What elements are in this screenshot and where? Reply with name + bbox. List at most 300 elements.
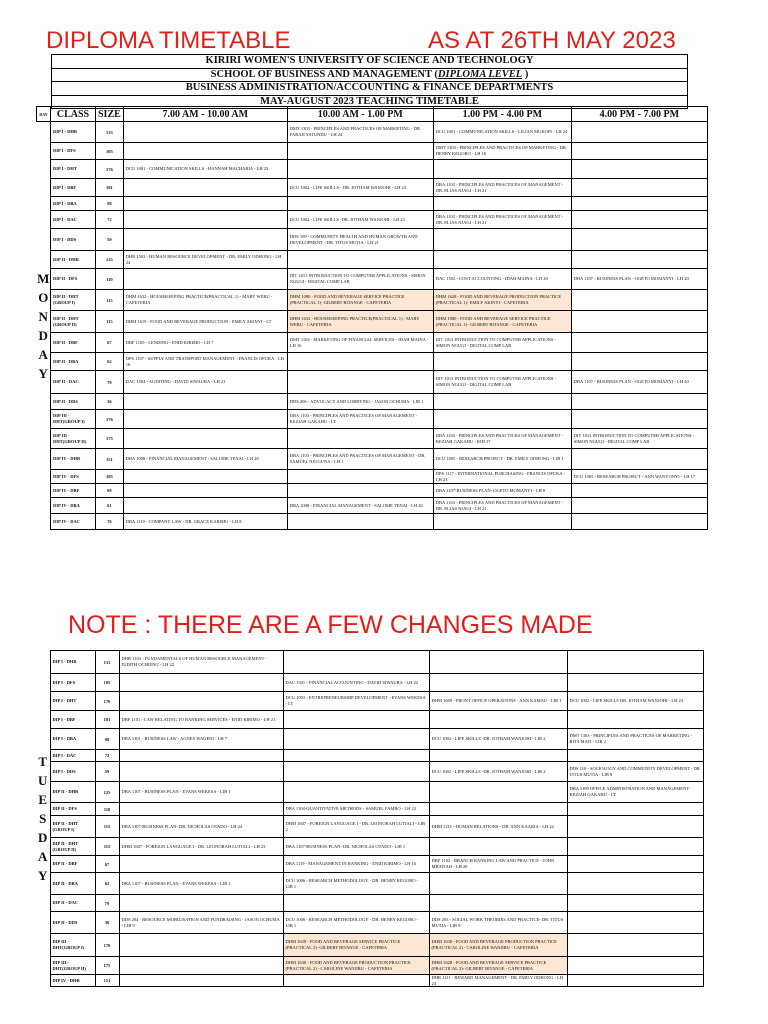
slot1-cell <box>119 934 283 957</box>
class-cell: DIP I - DBA <box>50 729 95 750</box>
slot2-cell <box>287 353 433 371</box>
size-cell: 115 <box>96 290 124 311</box>
class-cell: DIP II - DAC <box>50 895 95 912</box>
class-cell: DIP I - DAC <box>51 211 96 229</box>
slot3-cell: DCU 1001 - COMMUNICATION SKILLS - LILIAN MUKOPI - LH 24 <box>433 122 571 143</box>
slot2-cell <box>283 729 429 750</box>
table-row <box>37 311 708 333</box>
size-cell: 181 <box>95 711 119 729</box>
slot2-cell: DHM 1630 - FOOD AND BEVERAGE PRODUCTION PRACTICE (PRACTICAL 2) - CAROLINE WANJIRU - CAFETERIA <box>283 957 429 975</box>
slot1-cell <box>119 674 283 692</box>
slot4-cell <box>571 179 707 197</box>
class-cell: DIP I - DFS <box>50 674 95 692</box>
timetable-title: DIPLOMA TIMETABLE <box>46 27 291 54</box>
table-row <box>37 229 708 251</box>
table-row <box>37 470 708 484</box>
class-cell: DIP I - DBF <box>50 711 95 729</box>
slot2-cell <box>287 143 433 160</box>
table-row <box>36 782 703 803</box>
size-cell: 125 <box>96 251 124 269</box>
class-cell: DIP III - DHT(GROUP II) <box>51 429 96 449</box>
university-name: KIRIRI WOMEN'S UNIVERSITY OF SCIENCE AND TECHNOLOGY <box>52 55 687 69</box>
class-cell: DIP II - DAC <box>51 371 96 394</box>
size-cell: 151 <box>95 975 119 987</box>
table-row <box>36 957 703 975</box>
slot1-cell: DBA 1107 - BUSINESS PLAN - EVANS WEKESA - LIB 1 <box>119 782 283 803</box>
class-cell: DIP II - DBF <box>50 856 95 873</box>
slot4-cell <box>571 449 707 470</box>
size-cell: 59 <box>95 762 119 782</box>
size-cell: 110 <box>95 803 119 816</box>
class-cell: DIP I - DHR <box>50 651 95 674</box>
slot4-cell: DBA 1107 - BUSINESS PLAN - OGETO MOMANYI - LH 20 <box>571 371 707 394</box>
size-cell: 105 <box>96 143 124 160</box>
slot1-cell <box>119 762 283 782</box>
slot3-cell: DHM 1609 - FRONT OFFICE OPERATIONS - ANN KAMAU - LIB 1 <box>429 692 567 711</box>
class-cell: DIP II - DHT (GROUP II) <box>51 311 96 333</box>
slot3-cell: DCU 1002 - LIFE SKILLS -DR. JOTHAM WANJOHI - LIB 2 <box>429 762 567 782</box>
class-cell: DIP II - DDS <box>50 912 95 934</box>
slot1-cell <box>119 803 283 816</box>
slot2-cell: DBA 1103 - PRINCIPLES AND PRACTICES OF MANAGEMENT - KEZIAH GAKAHU - LT <box>287 410 433 429</box>
table-row <box>36 975 703 987</box>
size-cell: 62 <box>95 873 119 895</box>
slot2-cell <box>283 895 429 912</box>
slot2-cell <box>287 160 433 179</box>
day-label-tuesday: T U E S D A Y <box>38 754 48 884</box>
slot3-cell: DBA 1103 - PRINCIPLES AND PRACTICES OF MANAGEMENT - KEZIAH GAKAHU - KIH 17 <box>433 429 571 449</box>
slot2-cell: DCU 1003 - ENTREPRENEURSHIP DEVELOPMENT - EVANS WEKESA - LT <box>283 692 429 711</box>
slot1-cell: DCU 1001 - COMMUNICATION SKILLS - HANNAH MACHARIA - LH 23 <box>123 160 287 179</box>
slot1-cell: DBF 1105 - LENDING - ENID KIRIMO - LH 7 <box>123 333 287 353</box>
class-cell: DIP II - DHT (GROUP I) <box>50 816 95 838</box>
slot4-cell <box>571 160 707 179</box>
class-cell: DIP I - DHT <box>51 160 96 179</box>
slot4-cell <box>571 211 707 229</box>
class-cell: DIP III - DHT(GROUP I) <box>51 410 96 429</box>
class-cell: DIP IV - DBA <box>51 498 96 514</box>
slot4-cell <box>571 143 707 160</box>
slot3-cell <box>433 160 571 179</box>
class-cell: DIP II - DBF <box>51 333 96 353</box>
size-cell: 176 <box>96 410 124 429</box>
semester-line: MAY-AUGUST 2023 TEACHING TIMETABLE <box>260 95 479 107</box>
class-cell: DIP IV - DHR <box>50 975 95 987</box>
table-row <box>36 934 703 957</box>
slot3-cell <box>429 651 567 674</box>
class-cell: DIP II - DHT (GROUP II) <box>50 838 95 856</box>
size-cell: 181 <box>96 179 124 197</box>
table-row <box>36 856 703 873</box>
class-cell: DIP I - DHR <box>51 122 96 143</box>
table-row <box>36 912 703 934</box>
slot4-cell: DBA 1109 OFFICE ADMINISTRATION AND MANAGEMENT- KEZIAH GAKAHU - LT <box>567 782 703 803</box>
slot4-cell <box>567 838 703 856</box>
table-row <box>37 251 708 269</box>
slot2-cell <box>287 371 433 394</box>
document-header <box>51 54 688 109</box>
slot2-cell <box>283 975 429 987</box>
slot3-cell <box>433 197 571 211</box>
class-cell: DIP I - DFS <box>51 143 96 160</box>
slot3-cell: DDS 203 - SOCIAL WORK THEORIES AND PRACTICE- DR. TITUS MUTIA - LIB 9 <box>429 912 567 934</box>
slot4-cell: DBA 1107 - BUSINESS PLAN - OGETO MOMANYI - LH 20 <box>571 269 707 290</box>
slot1-cell <box>123 484 287 498</box>
table-row <box>36 895 703 912</box>
slot3-cell <box>429 782 567 803</box>
day-label-monday: M O N D A Y <box>37 270 50 381</box>
slot1-cell <box>119 895 283 912</box>
slot2-cell: DCU 1006 - RESEARCH METHODOLOGY - DR. HENRY KEGORO - LIB 1 <box>283 912 429 934</box>
size-cell: 67 <box>96 333 124 353</box>
slot1-cell <box>123 410 287 429</box>
slot1-cell: DDS 204 - RESOURCE MOBILISATION AND FUNDRAISING - JASON OCHUMA - LIB 9 <box>119 912 283 934</box>
class-cell: DIP IV - DAC <box>51 514 96 530</box>
slot1-cell <box>123 211 287 229</box>
slot2-cell: DCU 1002 - LIFE SKILLS - DR. JOTHAM WANJOHI - LH 23 <box>287 179 433 197</box>
table-row <box>37 269 708 290</box>
slot3-cell: DHM 1628 - FOOD AND BEVERAGE SERVICE PRACTICE (PRACTICAL 2)- GILBERT BITANGE - CAFETERIA <box>429 957 567 975</box>
slot3-cell: DBF 1102 - BRANCH BANKING LAW AND PRACTICE - JOHN MBATIAH - LH 20 <box>429 856 567 873</box>
slot4-header: 4.00 PM - 7.00 PM <box>571 107 707 122</box>
slot4-cell <box>571 251 707 269</box>
slot4-cell <box>571 333 707 353</box>
table-row <box>37 371 708 394</box>
table-row <box>37 197 708 211</box>
slot2-cell <box>287 197 433 211</box>
size-cell: 98 <box>95 729 119 750</box>
slot4-cell <box>567 750 703 762</box>
slot1-cell <box>119 856 283 873</box>
size-cell: 62 <box>96 353 124 371</box>
slot3-cell: DHM 1211 - HUMAN RELATIONS - DR. ANN KAARIA - LH 22 <box>429 816 567 838</box>
size-cell: 36 <box>95 912 119 934</box>
slot4-cell: DDS 110 - SOCIOLOGY AND COMMUNITY DEVELOPMENT - DR TITUS MUTIA - LIB 8 <box>567 762 703 782</box>
size-cell: 115 <box>96 311 124 333</box>
slot3-cell <box>429 674 567 692</box>
slot2-cell: DHM 1632 - HOUSEKEEPING PRACTICE(PRACTICAL 1) - MARY WERU - CAFETERIA <box>287 311 433 333</box>
table-row <box>37 290 708 311</box>
slot3-cell <box>429 873 567 895</box>
slot1-cell: DBA 1107 - BUSINESS PLAN - EVANS WEKESA - LIB 1 <box>119 873 283 895</box>
day-header: DAY <box>37 107 51 122</box>
slot3-cell <box>433 394 571 410</box>
size-cell: 176 <box>96 160 124 179</box>
slot1-header: 7.00 AM - 10.00 AM <box>123 107 287 122</box>
slot4-cell <box>571 484 707 498</box>
slot1-cell <box>123 197 287 211</box>
table-row <box>37 122 708 143</box>
slot2-cell: DIT 1013 INTRODUCTION TO COMPUTER APPLICATIONS - SIMON NGUGI - DIGITAL COMP LAB <box>287 269 433 290</box>
slot4-cell <box>571 311 707 333</box>
table-row <box>37 143 708 160</box>
class-header: CLASS <box>51 107 96 122</box>
class-cell: DIP II - DHT (GROUP I) <box>51 290 96 311</box>
class-cell: DIP II - DFS <box>50 803 95 816</box>
slot4-cell <box>567 816 703 838</box>
slot1-cell <box>119 957 283 975</box>
size-cell: 59 <box>96 229 124 251</box>
table-row <box>37 484 708 498</box>
slot3-cell: DHM 1628 - FOOD AND BEVERAGE PRODUCTION PRACTICE (PRACTICAL 1)- EMILY AKINYI - CAFETERIA <box>433 290 571 311</box>
class-cell: DIP II - DDS <box>51 394 96 410</box>
slot2-cell: DBA 1104-QUANTITATIVE METHODS - SAMUEL FAMBO - LH 23 <box>283 803 429 816</box>
slot4-cell <box>571 514 707 530</box>
slot4-cell <box>567 912 703 934</box>
slot2-cell: DMT 1104 - MARKETING OF FINANCIAL SERVICES - IDAH MAINA - LH 16 <box>287 333 433 353</box>
table-row <box>36 674 703 692</box>
slot4-cell <box>571 290 707 311</box>
slot2-cell: DBA 1103 - PRINCIPLES AND PRACTICES OF MANAGEMENT - DR. SAMUEL NJUGUNA - LH 1 <box>287 449 433 470</box>
class-cell: DIP I - DAC <box>50 750 95 762</box>
table-row <box>36 762 703 782</box>
table-row <box>37 211 708 229</box>
size-cell: 110 <box>96 269 124 290</box>
slot2-cell <box>283 750 429 762</box>
size-cell: 175 <box>96 429 124 449</box>
class-cell: DIP II - DFS <box>51 269 96 290</box>
slot1-cell <box>123 179 287 197</box>
slot4-cell <box>571 410 707 429</box>
slot2-header: 10.00 AM - 1.00 PM <box>287 107 433 122</box>
table-row <box>37 449 708 470</box>
table-row <box>37 179 708 197</box>
class-cell: DIP I - DDS <box>51 229 96 251</box>
monday-timetable <box>36 106 708 530</box>
slot3-cell <box>429 750 567 762</box>
column-header-row <box>37 107 708 122</box>
slot1-cell <box>123 122 287 143</box>
table-row <box>36 692 703 711</box>
size-cell: 133 <box>96 122 124 143</box>
slot4-cell <box>571 229 707 251</box>
table-row <box>37 160 708 179</box>
slot3-cell <box>429 711 567 729</box>
slot3-cell: DBA 1103 - PRINCIPLES AND PRACTICES OF MANAGEMENT - DR. ELIAS NJAGI - LH 21 <box>433 498 571 514</box>
table-row <box>36 873 703 895</box>
slot3-cell <box>429 895 567 912</box>
class-cell: DIP IV - DFS <box>51 470 96 484</box>
slot3-cell: DHM 1630 - FOOD AND BEVERAGE PRODUCTION PRACTICE (PRACTICAL 2) - CAROLINE WANJIRU - CAFETERIA <box>429 934 567 957</box>
size-cell: 76 <box>96 514 124 530</box>
size-cell: 98 <box>96 197 124 211</box>
class-cell: DIP II - DBA <box>51 353 96 371</box>
slot3-cell: DPS 1117 - INTERNATIONAL PURCHASING - FRANCIS OFUKA - LH 23 <box>433 470 571 484</box>
slot4-cell: DCU 1005 - RESEARCH PROJECT - ANN WANYONYI - LH 17 <box>571 470 707 484</box>
size-cell: 125 <box>95 782 119 803</box>
slot1-cell: DHM 1619 - FOOD AND BEVERAGE PRODUCTION - EMILY AKINYI - LT <box>123 311 287 333</box>
slot1-cell: DBA 1101 - BUSINESS LAW - AGNES WAGENI - LH 7 <box>119 729 283 750</box>
slot3-cell <box>433 514 571 530</box>
slot1-cell: DHM 1607 - FOREIGN LANGUAGE I - DR. LEONORAH LUTIALI - LH 23 <box>119 838 283 856</box>
size-cell: 151 <box>96 449 124 470</box>
size-cell: 115 <box>95 816 119 838</box>
table-row <box>37 394 708 410</box>
size-cell: 105 <box>95 674 119 692</box>
class-cell: DIP I - DBA <box>51 197 96 211</box>
slot2-cell <box>283 782 429 803</box>
slot2-cell: DBA 1107-BUSINESS PLAN- DR. NICHOLAS OTADO - LIB 1 <box>283 838 429 856</box>
slot4-cell <box>567 651 703 674</box>
slot2-cell: DMT 1303 - PRINCIPLES AND PRACTICES OF MARKETING - DR. FARAJI YATUNDU - LH 24 <box>287 122 433 143</box>
slot1-cell <box>119 692 283 711</box>
slot1-cell: DAC 1504 - AUDITING - DAVID SIWAURA - LH 21 <box>123 371 287 394</box>
slot2-cell <box>283 711 429 729</box>
class-cell: DIP IV - DBF <box>51 484 96 498</box>
slot3-cell <box>433 229 571 251</box>
slot3-cell: DIT 1013 INTRODUCTION TO COMPUTER APPLICATIONS - SIMON NGUGI - DIGITAL COMP LAB <box>433 333 571 353</box>
slot3-header: 1.00 PM - 4.00 PM <box>433 107 571 122</box>
slot2-cell: DCU 1006 - RESEARCH METHODOLOGY - DR. HENRY KEGORO - LIB 1 <box>283 873 429 895</box>
changes-note: NOTE : THERE ARE A FEW CHANGES MADE <box>68 611 593 639</box>
slot4-cell: DMT 1303 - PRINCIPLES AND PRACTICES OF MARKETING - RITA MATI - LIB 2 <box>567 729 703 750</box>
class-cell: DIP I - DBF <box>51 179 96 197</box>
class-cell: DIP III - DHT(GROUP I) <box>50 934 95 957</box>
size-cell: 175 <box>95 957 119 975</box>
slot1-cell: DBF 1101 - LAW RELATING TO BANKING SERVICES - ENID KIRIMO - LH 21 <box>119 711 283 729</box>
slot2-cell: DHM 1628 - FOOD AND BEVERAGE SERVICE PRACTICE (PRACTICAL 2)- GILBERT BITANGE - CAFETERIA <box>283 934 429 957</box>
slot3-cell: DHR 1111 - REWARD MANAGEMENT - DR. EMILY ODHONG - LH 24 <box>429 975 567 987</box>
slot3-cell <box>433 410 571 429</box>
slot3-cell <box>433 353 571 371</box>
slot4-cell <box>571 498 707 514</box>
slot1-cell <box>123 269 287 290</box>
slot4-cell <box>571 394 707 410</box>
slot1-cell <box>119 750 283 762</box>
slot2-cell: DCU 1002 - LIFE SKILLS -DR. JOTHAM WANJOHI - LH 23 <box>287 211 433 229</box>
slot1-cell: DHM 1632 - HOUSEKEEPING PRACTICE(PRACTICAL 1) - MARY WERU - CAFETERIA <box>123 290 287 311</box>
size-cell: 105 <box>96 470 124 484</box>
slot1-cell <box>119 975 283 987</box>
table-row <box>37 333 708 353</box>
slot1-cell: DHR 1103 - FUNDAMENTALS OF HUMAN RESOURCE MANAGEMENT - JUDITH OCHIENG - LH 22 <box>119 651 283 674</box>
class-cell: DIP III - DHT(GROUP II) <box>50 957 95 975</box>
size-cell: 68 <box>96 484 124 498</box>
table-row <box>36 838 703 856</box>
slot1-cell: DPS 1107 - SUPPLY AND TRANSPORT MANAGEMENT - FRANCIS OFUKA - LH 16 <box>123 353 287 371</box>
slot4-cell <box>571 197 707 211</box>
slot2-cell <box>287 429 433 449</box>
slot3-cell: DBA 1107-BUSINESS PLAN- OGETO MOMANYI - LH 8 <box>433 484 571 498</box>
slot1-cell <box>123 470 287 484</box>
slot2-cell: DBA 1008 - FINANCIAL MANAGEMENT - SALOME TENAI - LH 20 <box>287 498 433 514</box>
slot3-cell: DHM 1080 - FOOD AND BEVERAGE SERVICE PRACTICE (PRACTICAL 1)- GILBERT BITANGE - CAFETERIA <box>433 311 571 333</box>
slot3-cell: DMT 1303 - PRINCIPLES AND PRACTICES OF MARKETING - DR. HENRY KEGORO - LH 16 <box>433 143 571 160</box>
slot4-cell <box>567 895 703 912</box>
slot2-cell <box>287 514 433 530</box>
size-cell: 36 <box>96 394 124 410</box>
slot3-cell: DIT 1013 INTRODUCTION TO COMPUTER APPLICATIONS - SIMON NGUGI - DIGITAL COMP LAB <box>433 371 571 394</box>
size-cell: 176 <box>95 934 119 957</box>
slot1-cell <box>123 394 287 410</box>
slot2-cell: DDS 206 - ADVOCACY AND LOBBYING - JASON OCHUMA - LIB 1 <box>287 394 433 410</box>
size-cell: 67 <box>95 856 119 873</box>
slot2-cell <box>287 251 433 269</box>
table-row <box>36 729 703 750</box>
slot1-cell <box>123 229 287 251</box>
size-cell: 133 <box>95 651 119 674</box>
slot4-cell <box>567 803 703 816</box>
timetable-date: AS AT 26TH MAY 2023 <box>428 27 676 54</box>
class-cell: DIP IV - DHR <box>51 449 96 470</box>
size-header: SIZE <box>96 107 124 122</box>
slot1-cell: DBA 1110 - COMPANY LAW - DR. GRACE KARIMU - LH 8 <box>123 514 287 530</box>
slot4-cell: DIT 1013 INTRODUCTION TO COMPUTER APPLICATIONS - SIMON NGUGI - DIGITAL COMP LAB <box>571 429 707 449</box>
class-cell: DIP I - DHT <box>50 692 95 711</box>
slot2-cell <box>287 484 433 498</box>
slot1-cell <box>123 429 287 449</box>
slot2-cell: DDS 109 - COMMUNITY HEALTH AND HUMAN GROWTH AND DEVELOPMENT - DR. TITUS MUTIA - LH 21 <box>287 229 433 251</box>
slot2-cell: DHM 1607 - FOREIGN LANGUAGE I - DR. LEONORAH LUTIALI - LIB 2 <box>283 816 429 838</box>
slot3-cell: DAC 1502 - COST ACCOUNTING - IDAH MAINA - LH 20 <box>433 269 571 290</box>
table-row <box>36 750 703 762</box>
slot4-cell <box>567 957 703 975</box>
size-cell: 79 <box>95 895 119 912</box>
slot4-cell: DCU 1002 - LIFE SKILLS DR. JOTHAM WANJOHI - LH 23 <box>567 692 703 711</box>
slot1-cell: DBA 1008 - FINANCIAL MANAGEMENT - SALOME TENAI - LH 20 <box>123 449 287 470</box>
slot1-cell: DHR 1502 - HUMAN RESOURCE DEVELOPMENT - DR. EMILY ODHONG - LH 24 <box>123 251 287 269</box>
slot3-cell <box>433 251 571 269</box>
tuesday-timetable <box>36 650 704 987</box>
slot1-cell <box>123 498 287 514</box>
size-cell: 79 <box>96 371 124 394</box>
slot4-cell <box>567 711 703 729</box>
slot4-cell <box>571 122 707 143</box>
table-row <box>36 816 703 838</box>
slot4-cell <box>567 873 703 895</box>
class-cell: DIP II - DHR <box>51 251 96 269</box>
slot1-cell <box>123 143 287 160</box>
slot4-cell <box>567 856 703 873</box>
slot3-cell <box>429 803 567 816</box>
slot3-cell: DBA 1103 - PRINCIPLES AND PRACTICES OF MANAGEMENT - DR. ELIAS NJAGI - LH 21 <box>433 211 571 229</box>
slot2-cell <box>283 762 429 782</box>
class-cell: DIP I - DDS <box>50 762 95 782</box>
size-cell: 176 <box>95 692 119 711</box>
table-row <box>36 651 703 674</box>
class-cell: DIP II - DHR <box>50 782 95 803</box>
slot2-cell <box>287 470 433 484</box>
slot2-cell: DAC 1501 - FINANCIAL ACCOUNTING - DAVID SIWAURA - LH 22 <box>283 674 429 692</box>
slot4-cell <box>567 674 703 692</box>
slot4-cell <box>567 975 703 987</box>
slot2-cell <box>283 651 429 674</box>
slot4-cell <box>567 934 703 957</box>
slot3-cell: DCU 1002 - LIFE SKILLS -DR. JOTHAM WANJOHI - LIB 2 <box>429 729 567 750</box>
table-row <box>37 353 708 371</box>
slot3-cell <box>429 838 567 856</box>
slot3-cell: DCU 1005 - RESEARCH PROJECT - DR. EMILY ODHONG - LIB 1 <box>433 449 571 470</box>
slot2-cell: DHM 1080 - FOOD AND BEVERAGE SERVICE PRACTICE (PRACTICAL 1)- GILBERT BITANGE - CAFETERIA <box>287 290 433 311</box>
table-row <box>37 514 708 530</box>
size-cell: 72 <box>96 211 124 229</box>
school-name: SCHOOL OF BUSINESS AND MANAGEMENT (DIPLOMA LEVEL ) <box>52 69 687 83</box>
departments-line: BUSINESS ADMINISTRATION/ACCOUNTING & FINANCE DEPARTMENTS <box>52 82 687 96</box>
slot1-cell: DBA 1107-BUSINESS PLAN- DR. NICHOLAS OTADO - LH 24 <box>119 816 283 838</box>
size-cell: 61 <box>96 498 124 514</box>
table-row <box>36 711 703 729</box>
table-row <box>36 803 703 816</box>
slot4-cell <box>571 353 707 371</box>
table-row <box>37 429 708 449</box>
table-row <box>37 410 708 429</box>
table-row <box>37 498 708 514</box>
class-cell: DIP II - DBA <box>50 873 95 895</box>
size-cell: 72 <box>95 750 119 762</box>
slot3-cell: DBA 1103 - PRINCIPLES AND PRACTICES OF MANAGEMENT - DR. ELIAS NJAGI - LH 21 <box>433 179 571 197</box>
size-cell: 115 <box>95 838 119 856</box>
slot2-cell: DBA 1119 - MANAGEMENT IN BANKING - ENID KIRIMO - LH 16 <box>283 856 429 873</box>
